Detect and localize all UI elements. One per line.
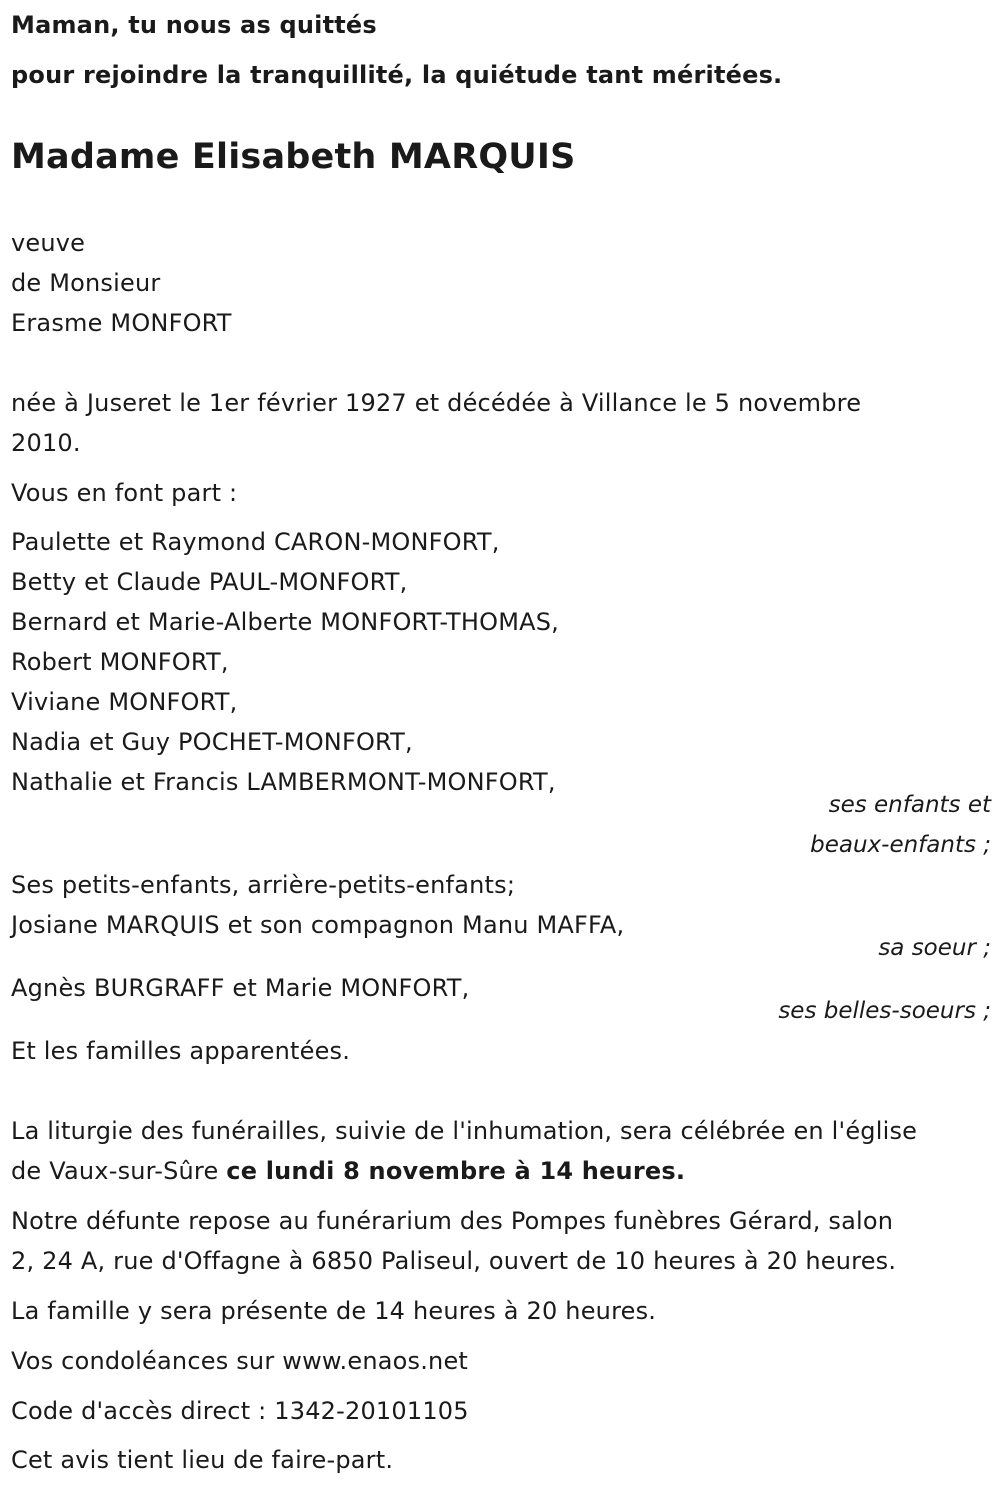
widow-line-3: Erasme MONFORT <box>11 309 232 337</box>
deceased-name: Madame Elisabeth MARQUIS <box>11 137 576 177</box>
widow-line-1: veuve <box>11 229 86 257</box>
birth-death-line-1: née à Juseret le 1er février 1927 et décédée à Villance le 5 novembre <box>11 389 862 417</box>
children-role-line-2: beaux-enfants ; <box>810 832 991 858</box>
rest-line-2: 2, 24 A, rue d'Offagne à 6850 Paliseul, ouvert de 10 heures à 20 heures. <box>11 1247 897 1275</box>
related-families-line: Et les familles apparentées. <box>11 1037 351 1065</box>
notice-line: Cet avis tient lieu de faire-part. <box>11 1446 394 1474</box>
sisters-in-law-line: Agnès BURGRAFF et Marie MONFORT, <box>11 974 470 1002</box>
liturgy-date: ce lundi 8 novembre à 14 heures. <box>226 1157 686 1185</box>
child-line-3: Bernard et Marie-Alberte MONFORT-THOMAS, <box>11 608 559 636</box>
child-line-2: Betty et Claude PAUL-MONFORT, <box>11 568 408 596</box>
child-line-6: Nadia et Guy POCHET-MONFORT, <box>11 728 413 756</box>
sisters-in-law-role: ses belles-soeurs ; <box>778 998 991 1024</box>
announce-line: Vous en font part : <box>11 479 238 507</box>
family-presence-line: La famille y sera présente de 14 heures à 20 heures. <box>11 1297 657 1325</box>
child-line-1: Paulette et Raymond CARON-MONFORT, <box>11 528 500 556</box>
intro-line-1: Maman, tu nous as quittés <box>11 11 377 39</box>
child-line-7: Nathalie et Francis LAMBERMONT-MONFORT, <box>11 768 556 796</box>
access-code-line: Code d'accès direct : 1342-20101105 <box>11 1397 469 1425</box>
child-line-4: Robert MONFORT, <box>11 648 229 676</box>
intro-line-2: pour rejoindre la tranquillité, la quiétude tant méritées. <box>11 61 783 89</box>
liturgy-place: de Vaux-sur-Sûre <box>11 1157 227 1185</box>
birth-death-line-2: 2010. <box>11 429 81 457</box>
liturgy-line-1: La liturgie des funérailles, suivie de l'inhumation, sera célébrée en l'église <box>11 1117 918 1145</box>
liturgy-line-2 <box>11 1156 685 1186</box>
child-line-5: Viviane MONFORT, <box>11 688 238 716</box>
widow-line-2: de Monsieur <box>11 269 161 297</box>
rest-line-1: Notre défunte repose au funérarium des Pompes funèbres Gérard, salon <box>11 1207 894 1235</box>
condolences-line: Vos condoléances sur www.enaos.net <box>11 1347 469 1375</box>
grandchildren-line: Ses petits-enfants, arrière-petits-enfants; <box>11 871 516 899</box>
children-role-line-1: ses enfants et <box>828 792 991 818</box>
sister-line: Josiane MARQUIS et son compagnon Manu MAFFA, <box>11 911 625 939</box>
sister-role: sa soeur ; <box>878 935 991 961</box>
